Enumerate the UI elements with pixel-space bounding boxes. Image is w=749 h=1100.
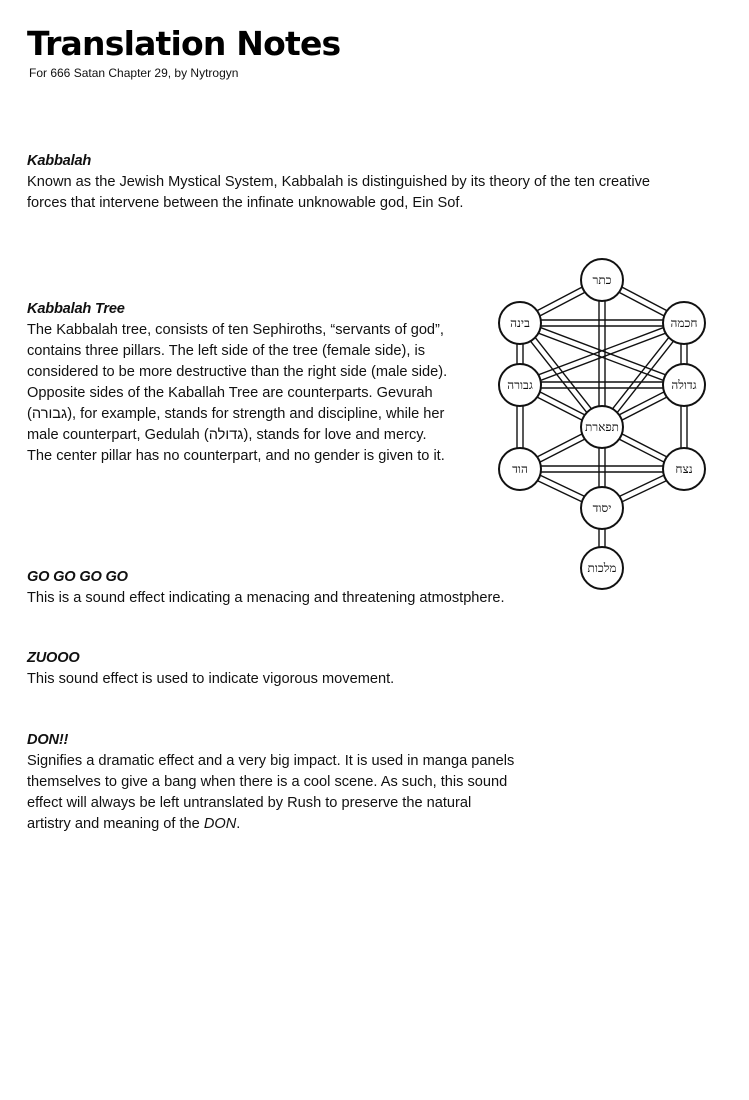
note-line-last [27,814,514,835]
note-term: ZUOOO [27,650,80,666]
sephirah-yesod-label: יסוד [592,501,612,515]
note-text: . [236,816,241,832]
note-line: themselves to give a bang when there is a cool scene. As such, this sound [27,774,508,790]
note-text: artistry and meaning of the [27,816,204,832]
sephirah-gedulah-label: גדולה [671,378,697,392]
note-term: Kabbalah [27,153,92,169]
note-line: The Kabbalah tree, consists of ten Sephiroths, “servants of god”, [27,322,444,338]
sephirah-gevurah-label: גבורה [507,378,533,392]
tree-of-life-svg [491,259,713,592]
sephirah-tiferet-label: תפארת [584,420,620,434]
note-line: (גבורה), for example, stands for strength and discipline, while her [27,406,445,422]
note-kabbalah-tree [27,299,447,467]
sephirah-keter-label: כתר [592,273,612,287]
sephirah-malkhut-label: מלכות [587,561,617,575]
note-line: The center pillar has no counterpart, and no gender is given to it. [27,448,445,464]
kabbalah-tree-diagram [491,259,713,592]
note-term: DON!! [27,732,69,748]
note-line: Signifies a dramatic effect and a very big impact. It is used in manga panels [27,753,515,769]
note-don [27,730,514,835]
note-body [27,669,394,690]
note-body [27,751,514,835]
note-line: considered to be more destructive than the right side (male side). [27,364,448,380]
note-zuooo [27,648,394,690]
note-body [27,320,447,467]
note-emphasis: DON [203,816,237,832]
page-title: Translation Notes [27,24,341,63]
note-line: This is a sound effect indicating a menacing and threatening atmostphere. [27,590,505,606]
note-body [27,172,650,214]
note-body [27,588,505,609]
note-line: This sound effect is used to indicate vigorous movement. [27,671,395,687]
note-kabbalah [27,151,650,214]
note-go-go-go-go [27,567,505,609]
note-line: contains three pillars. The left side of the tree (female side), is [27,343,426,359]
note-line: Opposite sides of the Kaballah Tree are counterparts. Gevurah [27,385,433,401]
note-term: Kabbalah Tree [27,301,125,317]
note-line: effect will always be left untranslated by Rush to preserve the natural [27,795,472,811]
note-term: GO GO GO GO [27,569,128,585]
sephirah-netzach-label: נצח [675,462,693,476]
sephirah-chokhmah-label: חכמה [670,316,698,330]
note-line: forces that intervene between the infinate unknowable god, Ein Sof. [27,195,464,211]
page-subtitle: For 666 Satan Chapter 29, by Nytrogyn [29,66,239,80]
tree-sephiroth [499,259,705,589]
sephirah-binah-label: בינה [510,316,530,330]
note-line: Known as the Jewish Mystical System, Kabbalah is distinguished by its theory of the ten creative [27,174,650,190]
note-line: male counterpart, Gedulah (גדולה), stands for love and mercy. [27,427,427,443]
sephirah-hod-label: הוד [512,462,528,476]
